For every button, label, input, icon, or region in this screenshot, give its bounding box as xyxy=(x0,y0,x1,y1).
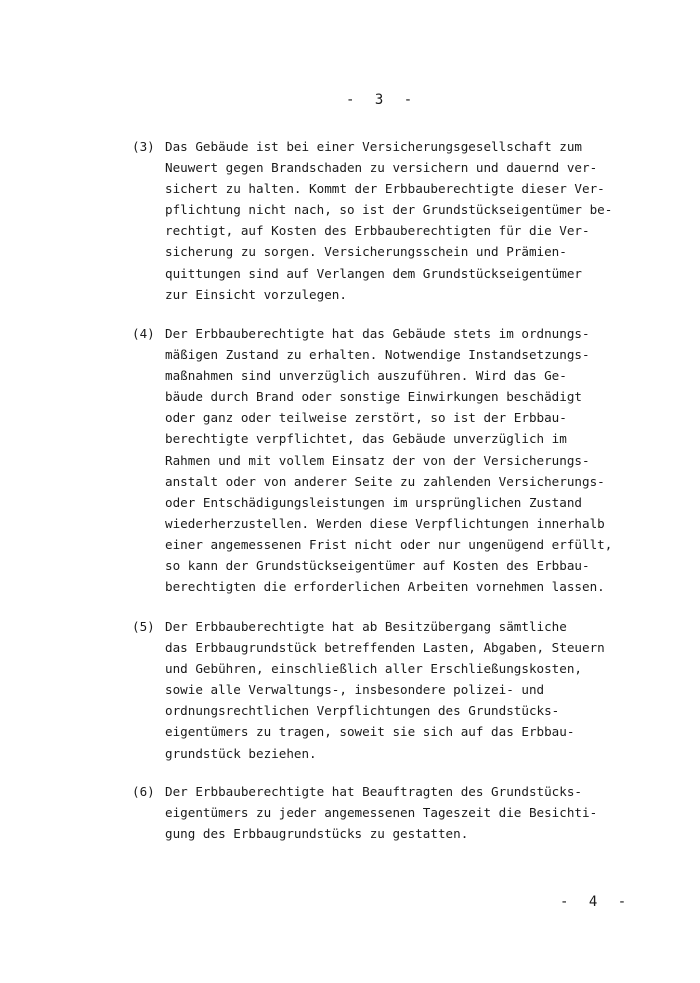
paragraph-line: berechtigten die erforderlichen Arbeiten vornehmen lassen. xyxy=(165,579,605,595)
paragraph-line: ordnungsrechtlichen Verpflichtungen des Grundstücks- xyxy=(165,703,560,719)
paragraph-line: oder Entschädigungsleistungen im ursprünglichen Zustand xyxy=(165,494,583,510)
paragraph-line: gung des Erbbaugrundstücks zu gestatten. xyxy=(165,826,469,842)
paragraph-line: (6) Der Erbbauberechtigte hat Beauftragten des Grundstücks- xyxy=(132,781,652,802)
paragraph-5 xyxy=(132,616,652,764)
paragraph-line: zur Einsicht vorzulegen. xyxy=(165,286,347,302)
paragraph-number: (5) xyxy=(132,619,155,634)
paragraph-line: wiederherzustellen. Werden diese Verpflichtungen innerhalb xyxy=(165,515,605,531)
paragraph-line: sichert zu halten. Kommt der Erbbauberechtigte dieser Ver- xyxy=(165,181,605,197)
paragraph-line: (3) Das Gebäude ist bei einer Versicherungsgesellschaft zum xyxy=(132,136,652,157)
paragraph-6 xyxy=(132,781,652,844)
next-page-marker: - 4 - xyxy=(560,894,633,910)
paragraph-line: oder ganz oder teilweise zerstört, so ist der Erbbau- xyxy=(165,410,567,426)
paragraph-line: bäude durch Brand oder sonstige Einwirkungen beschädigt xyxy=(165,389,583,405)
paragraph-line: so kann der Grundstückseigentümer auf Kosten des Erbbau- xyxy=(165,558,590,574)
paragraph-line: maßnahmen sind unverzüglich auszuführen. Wird das Ge- xyxy=(165,368,567,384)
page-number: - 3 - xyxy=(346,92,419,108)
paragraph-number: (4) xyxy=(132,326,155,341)
paragraph-line: quittungen sind auf Verlangen dem Grundstückseigentümer xyxy=(165,265,583,281)
paragraph-line: anstalt oder von anderer Seite zu zahlenden Versicherungs- xyxy=(165,473,605,489)
paragraph-line: mäßigen Zustand zu erhalten. Notwendige Instandsetzungs- xyxy=(165,347,590,363)
paragraph-line: einer angemessenen Frist nicht oder nur ungenügend erfüllt, xyxy=(165,536,613,552)
paragraph-line: berechtigte verpflichtet, das Gebäude unverzüglich im xyxy=(165,431,567,447)
paragraph-line: sowie alle Verwaltungs-, insbesondere polizei- und xyxy=(165,682,545,698)
paragraph-line: das Erbbaugrundstück betreffenden Lasten, Abgaben, Steuern xyxy=(165,640,605,656)
paragraph-line: grundstück beziehen. xyxy=(165,745,317,761)
paragraph-line: und Gebühren, einschließlich aller Erschließungskosten, xyxy=(165,661,583,677)
paragraph-line: Rahmen und mit vollem Einsatz der von der Versicherungs- xyxy=(165,452,590,468)
paragraph-line: (5) Der Erbbauberechtigte hat ab Besitzübergang sämtliche xyxy=(132,616,652,637)
paragraph-line: Neuwert gegen Brandschaden zu versichern und dauernd ver- xyxy=(165,160,598,176)
paragraph-number: (3) xyxy=(132,139,155,154)
paragraph-line: eigentümers zu jeder angemessenen Tageszeit die Besichti- xyxy=(165,805,598,821)
paragraph-line: eigentümers zu tragen, soweit sie sich auf das Erbbau- xyxy=(165,724,575,740)
paragraph-line: (4) Der Erbbauberechtigte hat das Gebäude stets im ordnungs- xyxy=(132,323,652,344)
paragraph-4 xyxy=(132,323,652,597)
paragraph-number: (6) xyxy=(132,784,155,799)
paragraph-line: pflichtung nicht nach, so ist der Grundstückseigentümer be- xyxy=(165,202,613,218)
paragraph-3 xyxy=(132,136,652,305)
paragraph-line: rechtigt, auf Kosten des Erbbauberechtigten für die Ver- xyxy=(165,223,590,239)
paragraph-line: sicherung zu sorgen. Versicherungsschein und Prämien- xyxy=(165,244,567,260)
